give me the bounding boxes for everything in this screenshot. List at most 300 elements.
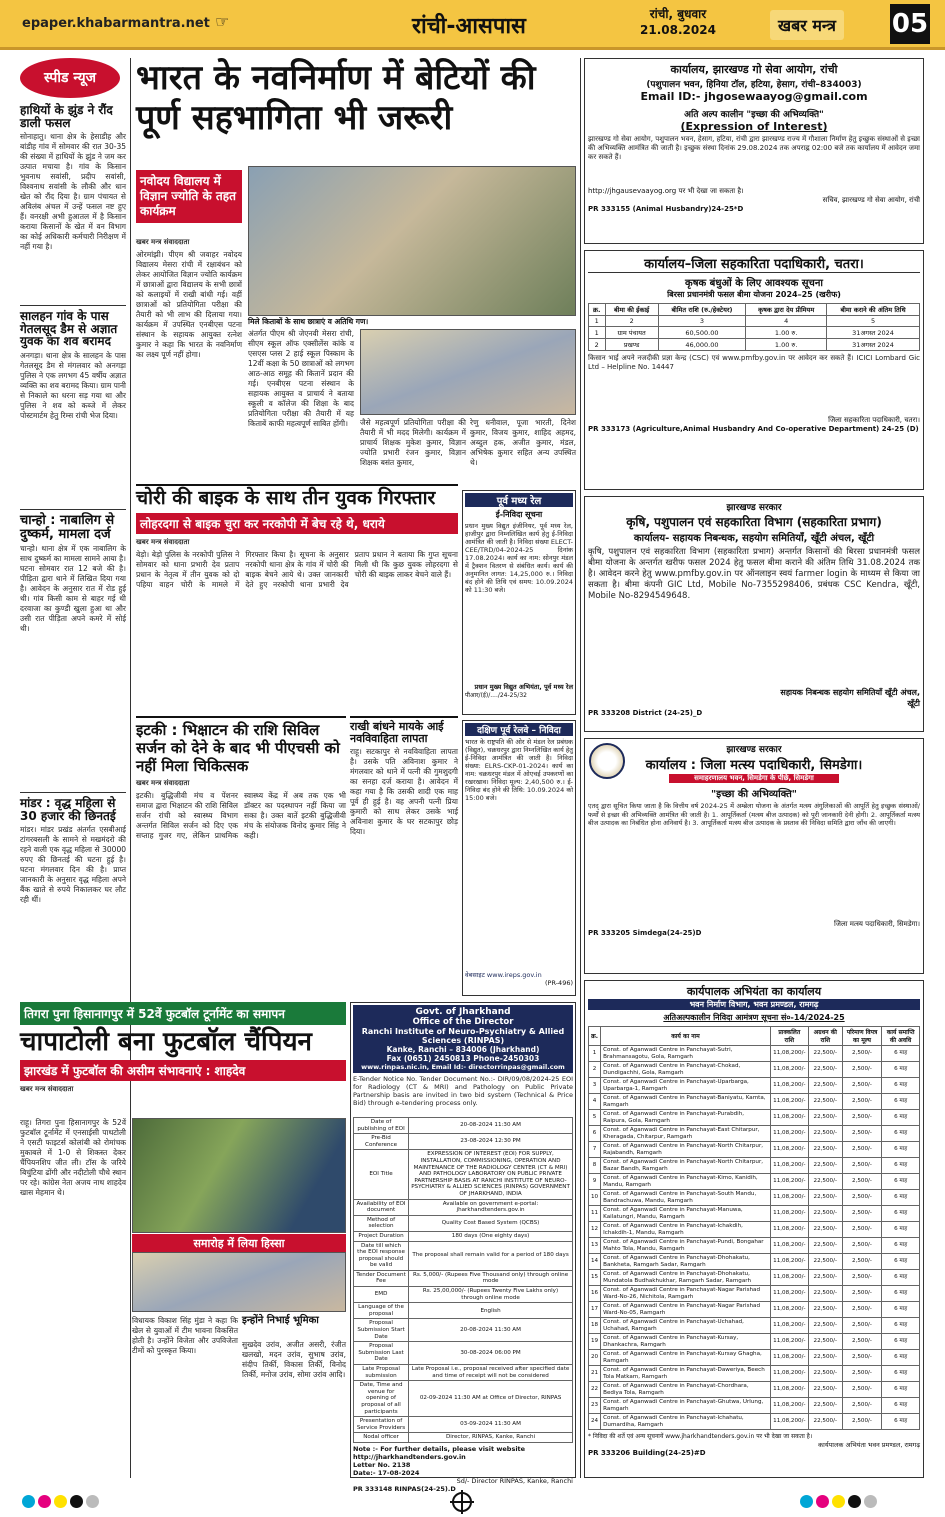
- ramgarh-cell: 6 माह: [882, 1382, 920, 1398]
- ramgarh-header-cell: परिमाण विपत्र का मूल्य: [842, 1027, 882, 1046]
- ramgarh-cell: 2,500/-: [842, 1174, 882, 1190]
- ramgarh-cell: 6 माह: [882, 1318, 920, 1334]
- ramgarh-cell: 22,500/-: [808, 1382, 842, 1398]
- bike-subhead: लोहरदगा से बाइक चुरा कर नरकोपी में बेच रहे थे, धराये: [136, 513, 458, 534]
- ramgarh-cell: 22,500/-: [808, 1126, 842, 1142]
- ramgarh-cell: 17: [589, 1302, 601, 1318]
- rinpas-cell: Late Proposal i.e., proposal received after specified date and time of receipt will not be considered: [409, 1365, 573, 1381]
- table-row: [589, 1366, 920, 1382]
- masthead-bar: [0, 0, 945, 50]
- ecr-railway-ad: [462, 490, 576, 715]
- khunti-govt: झारखण्ड सरकार: [726, 503, 782, 513]
- ramgarh-cell: 23: [589, 1398, 601, 1414]
- ramgarh-cell: 22,500/-: [808, 1238, 842, 1254]
- rinpas-cell: 03-09-2024 11:30 AM: [409, 1417, 573, 1433]
- registration-mark-icon: [452, 1492, 472, 1512]
- khunti-dept: कृषि, पशुपालन एवं सहकारिता विभाग (सहकारिता प्रभाग): [626, 515, 882, 529]
- rinpas-cell: Late Proposal submission: [354, 1365, 409, 1381]
- ramgarh-cell: 6 माह: [882, 1302, 920, 1318]
- rinpas-cell: Proposal Submission Start Date: [354, 1319, 409, 1342]
- ramgarh-sub: भवन निर्माण विभाग, भवन प्रमण्डल, रामगढ़: [588, 999, 920, 1010]
- ramgarh-cell: Const. of Aganwadi Centre in Panchayat-Dhohakatu, Bankheta, Ramgarh Sadar, Ramgarh: [601, 1254, 771, 1270]
- ramgarh-cell: 16: [589, 1286, 601, 1302]
- rinpas-header: [353, 1005, 573, 1073]
- lead-headline: भारत के नवनिर्माण में बेटियों की पूर्ण सहभागिता भी जरूरी: [136, 58, 536, 138]
- rinpas-ad: [350, 1002, 576, 1493]
- ramgarh-cell: 6 माह: [882, 1046, 920, 1062]
- chatra-sign: जिला सहकारिता पदाधिकारी, चतरा।: [828, 416, 920, 424]
- ramgarh-cell: 6 माह: [882, 1094, 920, 1110]
- ramgarh-cell: 22,500/-: [808, 1334, 842, 1350]
- site-url[interactable]: epaper.khabarmantra.net: [22, 16, 210, 31]
- chatra-header-cell: कृषक द्वारा देय प्रीमियम: [746, 304, 827, 316]
- simdega-office: कार्यालय : जिला मत्स्य पदाधिकारी, सिमडेगा।: [645, 758, 863, 773]
- ramgarh-cell: 2,500/-: [842, 1366, 882, 1382]
- ramgarh-cell: 6 माह: [882, 1222, 920, 1238]
- speed-item-title: मांडर : वृद्ध महिला से 30 हजार की छिनतई: [20, 796, 116, 823]
- table-row: [354, 1215, 573, 1231]
- rinpas-cell: 30-08-2024 06:00 PM: [409, 1342, 573, 1365]
- yellow-dot: [832, 1495, 845, 1508]
- ramgarh-cell: 22,500/-: [808, 1062, 842, 1078]
- table-row: [354, 1118, 573, 1134]
- chatra-table: [588, 303, 920, 351]
- ramgarh-cell: 2,500/-: [842, 1398, 882, 1414]
- black-dot: [848, 1495, 861, 1508]
- chatra-header-cell: क्र.: [589, 304, 606, 316]
- ramgarh-header-cell: कार्य का नाम: [601, 1027, 771, 1046]
- speed-item-3: [20, 509, 126, 784]
- ramgarh-cell: 2: [589, 1062, 601, 1078]
- ramgarh-cell: Const. of Aganwadi Centre in Panchayat-Purabdih, Raipura, Gola, Ramgarh: [601, 1110, 771, 1126]
- ramgarh-cell: 11,08,200/-: [770, 1206, 808, 1222]
- ramgarh-cell: Const. of Aganwadi Centre in Panchayat-Ichahatu, Dumardiha, Ramgarh: [601, 1414, 771, 1430]
- chatra-cell: 1.00 रु.: [746, 327, 827, 339]
- chatra-pr: PR 333173 (Agriculture,Animal Husbandry And Co-operative Department) 24-25 (D): [588, 425, 919, 433]
- ramgarh-header-cell: क्र.: [589, 1027, 601, 1046]
- rinpas-cell: Rs. 5,000/- (Rupees Five Thousand only) through online mode: [409, 1270, 573, 1286]
- simdega-sign: जिला मत्स्य पदाधिकारी, सिमडेगा।: [833, 920, 920, 928]
- football-story: [20, 1002, 346, 1478]
- ramgarh-pr: PR 333206 Building(24-25)#D: [588, 1449, 706, 1457]
- table-row: [354, 1417, 573, 1433]
- table-row: [354, 1319, 573, 1342]
- ramgarh-cell: 11,08,200/-: [770, 1334, 808, 1350]
- rinpas-date: Date:- 17-08-2024: [353, 1468, 420, 1477]
- ramgarh-cell: 11,08,200/-: [770, 1046, 808, 1062]
- ramgarh-cell: Const. of Aganwadi Centre in Panchayat-Sutri, Brahmansagotu, Gola, Ramgarh: [601, 1046, 771, 1062]
- table-row: [589, 316, 920, 327]
- bike-body: बेड़ो। बेड़ो पुलिस के नरकोपी पुलिस ने सोमवार को थाना प्रभारी देव प्रताप प्रधान के नेतृत्व में तीन युवक को दो पहिया वाहन चोरी के मामले में गिरफ्तार किया है। सूचना के अनुसार नरकोपी थाना क्षेत्र के गांव में चोरी की बाइक बेचने आये थे। उक्त जानकारी देते हुए नरकोपी थाना प्रभारी देव प्रताप प्रधान ने बताया कि गुप्त सूचना मिली थी कि कुछ युवक लोहरदगा से चोरी की बाइक लाकर बेचने वाले हैं।: [136, 549, 458, 589]
- ramgarh-cell: 6 माह: [882, 1286, 920, 1302]
- cyan-dot: [22, 1495, 35, 1508]
- ramgarh-table: [588, 1026, 920, 1430]
- rinpas-cell: Available on government e-portal: jharkhandtenders.gov.in: [409, 1199, 573, 1215]
- football-headline: चापाटोली बना फुटबॉल चैंपियन: [20, 1027, 312, 1057]
- ramgarh-cell: 11,08,200/-: [770, 1110, 808, 1126]
- ramgarh-cell: 11,08,200/-: [770, 1382, 808, 1398]
- lead-byline: खबर मन्त्र संवाददाता: [136, 238, 190, 246]
- ramgarh-cell: 22,500/-: [808, 1398, 842, 1414]
- page-number: 05: [890, 4, 930, 44]
- football-photo: [132, 1118, 346, 1233]
- ramgarh-cell: 2,500/-: [842, 1334, 882, 1350]
- ramgarh-cell: 11,08,200/-: [770, 1350, 808, 1366]
- itki-byline: खबर मन्त्र संवाददाता: [136, 779, 190, 787]
- rinpas-cell: Quality Cost Based System (QCBS): [409, 1215, 573, 1231]
- rinpas-cell: Date of publishing of EOI: [354, 1118, 409, 1134]
- khunti-ad: [584, 496, 924, 732]
- ramgarh-cell: 22,500/-: [808, 1270, 842, 1286]
- football-body-2: विधायक विकाश सिंह मुंडा ने कहा कि खेल से युवाओं में टीम भावना विकसित होती है। उन्होंने विजेता और उपविजेता टीमों को पुरस्कृत किया।: [132, 1316, 238, 1355]
- gray-dot: [864, 1495, 877, 1508]
- speed-item-body: अनगड़ा। थाना क्षेत्र के सालहन के पास गेतलसूद डैम से मंगलवार को अनगड़ा पुलिस ने एक लगभग 45 वर्षीय अज्ञात व्यक्ति का शव बरामद किया। ग्राम पानी से निकाले का धरना सड़ गया था और पुलिस ने शव को कब्जे में लेकर पोस्टमार्टम हेतु रिम्स रांची भेज दिया।: [20, 350, 126, 420]
- ramgarh-cell: 6 माह: [882, 1350, 920, 1366]
- ecr-sub: ई-निविदा सूचना: [495, 510, 543, 519]
- ramgarh-cell: Const. of Aganwadi Centre in Panchayat-Nagar Parishad Ward-No-05, Ramgarh: [601, 1302, 771, 1318]
- chatra-cell: 1: [589, 316, 606, 327]
- chatra-cell: 4: [746, 316, 827, 327]
- ramgarh-header-cell: कार्य समाप्ति की अवधि: [882, 1027, 920, 1046]
- football-photo-2: [132, 1252, 346, 1312]
- chatra-cell: 31अगस्त 2024: [827, 339, 920, 351]
- ramgarh-ad: [584, 980, 924, 1478]
- ramgarh-cell: 11,08,200/-: [770, 1302, 808, 1318]
- ramgarh-cell: 2,500/-: [842, 1190, 882, 1206]
- ramgarh-cell: 22,500/-: [808, 1302, 842, 1318]
- ramgarh-cell: 6 माह: [882, 1398, 920, 1414]
- chatra-cell: प्रखण्ड: [605, 339, 658, 351]
- ecr-title: पूर्व मध्य रेल: [465, 493, 573, 507]
- ramgarh-cell: 22,500/-: [808, 1190, 842, 1206]
- table-row: [354, 1231, 573, 1241]
- table-row: [354, 1270, 573, 1286]
- rinpas-cell: The proposal shall remain valid for a period of 180 days: [409, 1241, 573, 1270]
- ramgarh-cell: 2,500/-: [842, 1126, 882, 1142]
- lead-photo-caption: मिले किताबों के साथ छात्राएं व अतिथि गण।: [248, 317, 369, 326]
- ramgarh-cell: 11,08,200/-: [770, 1222, 808, 1238]
- ramgarh-cell: 2,500/-: [842, 1318, 882, 1334]
- ramgarh-cell: 22,500/-: [808, 1206, 842, 1222]
- speed-item-1: [20, 104, 126, 297]
- rinpas-notice: E-Tender Notice No. Tender Document No.:- DIR/09/08/2024-25 EOI for Radiology (CT & MRI) and Pathology on Public Private Partnership basis are invited in two bid system (Technical & Price Bid) through e-tendering process only.: [353, 1075, 573, 1107]
- chatra-cell: 1.00 रु.: [746, 339, 827, 351]
- table-row: [354, 1241, 573, 1270]
- ramgarh-sign: कार्यपालक अभियंता भवन प्रमण्डल, रामगढ़: [818, 1441, 920, 1449]
- ramgarh-cell: 13: [589, 1238, 601, 1254]
- ramgarh-cell: 7: [589, 1142, 601, 1158]
- football-subhead: झारखंड में फुटबॉल की असीम संभावनाएं : शाहदेव: [20, 1060, 346, 1081]
- table-row: [589, 1398, 920, 1414]
- chatra-note: किसान भाई अपने नजदीकी प्रज्ञा केन्द्र (CSC) एवं www.pmfby.gov.in पर आवेदन कर सकते हैं। ICICI Lombard Gic Ltd – Helpline No. 14447: [588, 354, 920, 371]
- ramgarh-cell: Const. of Aganwadi Centre in Panchayat-Chokad, Dundigachhi, Gola, Ramgarh: [601, 1062, 771, 1078]
- dateline: [640, 6, 716, 38]
- ramgarh-cell: 22,500/-: [808, 1046, 842, 1062]
- ramgarh-cell: 6 माह: [882, 1254, 920, 1270]
- ramgarh-header-cell: अग्रधन की राशि: [808, 1027, 842, 1046]
- color-registration-right: [800, 1493, 940, 1511]
- khunti-sign: सहायक निबन्धक सहयोग समितियाँ खूँटी अंचल, खूँटी: [780, 688, 920, 708]
- ramgarh-cell: 6: [589, 1126, 601, 1142]
- chatra-cell: 2: [589, 339, 606, 351]
- ramgarh-cell: Const. of Aganwadi Centre in Panchayat-Kimo, Kanidih, Mandu, Ramgarh: [601, 1174, 771, 1190]
- gray-dot: [86, 1495, 99, 1508]
- ramgarh-cell: 2,500/-: [842, 1302, 882, 1318]
- lead-photo: [248, 166, 576, 316]
- ramgarh-cell: 19: [589, 1334, 601, 1350]
- ramgarh-cell: Const. of Aganwadi Centre in Panchayat-Pundi, Bongahar Mahto Tola, Mandu, Ramgarh: [601, 1238, 771, 1254]
- ser-pr: (PR-496): [545, 979, 573, 987]
- bike-headline: चोरी की बाइक के साथ तीन युवक गिरफ्तार: [136, 487, 436, 509]
- ramgarh-cell: 2,500/-: [842, 1350, 882, 1366]
- cow-address: (पशुपालन भवन, हिनिया टॉल, हटिया, हेसाग, रांची–834003): [646, 80, 862, 90]
- table-row: [589, 1382, 920, 1398]
- ramgarh-cell: 8: [589, 1158, 601, 1174]
- chatra-cell: 46,000.00: [658, 339, 745, 351]
- ramgarh-cell: 22: [589, 1382, 601, 1398]
- ramgarh-cell: Const. of Aganwadi Centre in Panchayat-North Chitarpur, Rajabandh, Ramgarh: [601, 1142, 771, 1158]
- ramgarh-cell: 2,500/-: [842, 1062, 882, 1078]
- table-row: [589, 327, 920, 339]
- rakhi-story: [350, 716, 458, 996]
- table-row: [354, 1433, 573, 1443]
- football-role-title: इन्होंने निभाई भूमिका: [242, 1315, 319, 1326]
- lead-body-4: रेणु धनीवाल, पूजा भारती, दिनेश कुमार, विजय कुमार, शाहिद अहमद, अब्दुल हक, अजीत कुमार, मंडल, अभिषेक कुमार सहित अन्य उपस्थित थे।: [470, 418, 576, 467]
- ecr-pr: पीआर/(ई)/..../24-25/32: [465, 692, 527, 699]
- lead-body-3: जैसे महत्वपूर्ण प्रतियोगिता परीक्षा की तैयारी में भी मदद मिलेगी। कार्यक्रम में प्राचार्य शिक्षक मुकेश कुमार, विज्ञान ज्योति प्रभारी रंजन कुमार, विज्ञान शिक्षक बसंत कुमार,: [360, 418, 466, 467]
- ramgarh-cell: 6 माह: [882, 1334, 920, 1350]
- ramgarh-cell: 20: [589, 1350, 601, 1366]
- cyan-dot: [800, 1495, 813, 1508]
- table-row: [589, 1334, 920, 1350]
- chatra-cell: ग्राम पंचायत: [605, 327, 658, 339]
- rinpas-pr: PR 333148 RINPAS(24-25).D: [353, 1484, 456, 1493]
- rinpas-cell: 180 days (One eighty days): [409, 1231, 573, 1241]
- ramgarh-cell: 2,500/-: [842, 1270, 882, 1286]
- rinpas-phone: Fax (0651) 2450813 Phone-2450303: [386, 1054, 540, 1063]
- rinpas-cell: Date, Time and venue for opening of proposal of all participants: [354, 1381, 409, 1417]
- ramgarh-cell: 11,08,200/-: [770, 1126, 808, 1142]
- rinpas-institute: Ranchi Institute of Neuro-Psychiatry & Allied Sciences (RINPAS): [361, 1027, 565, 1045]
- ramgarh-cell: 6 माह: [882, 1110, 920, 1126]
- table-row: [354, 1381, 573, 1417]
- ramgarh-title: कार्यपालक अभियंता का कार्यालय: [686, 985, 822, 998]
- speed-item-body: सोनाहातु। थाना क्षेत्र के हेसाडीह और बांडीह गांव में सोमवार की रात 30-35 की संख्या में हाथियों के झुंड ने जम कर उत्पात मचाया है। गांव के किसान भुवनाथ सवांसी, प्रदीप सवांसी, विश्वनाथ सवांसी के लौकी और धान खेत को रौंद दिया है। ग्राम पंचायत से अविलंब अंचल में उन्हें फसल नष्ट हुए हैं। वनरक्षी अभी हुआतल में है किसान कराया किसानों के खेत में वन विभाग का कोई अधिकारी कर्मचारी निरीक्षण में नहीं गया है।: [20, 132, 126, 252]
- ramgarh-cell: 11,08,200/-: [770, 1318, 808, 1334]
- ramgarh-cell: Const. of Aganwadi Centre in Panchayat-Nagar Parishad Ward-No-26, Nichitola, Ramgarh: [601, 1286, 771, 1302]
- ramgarh-cell: 5: [589, 1110, 601, 1126]
- rinpas-cell: Date till which the EOI response proposal should be valid: [354, 1241, 409, 1270]
- table-row: [589, 1414, 920, 1430]
- ramgarh-cell: 22,500/-: [808, 1318, 842, 1334]
- table-row: [354, 1134, 573, 1150]
- rinpas-cell: EXPRESSION OF INTEREST (EOI) FOR SUPPLY, INSTALLATION, COMMISSIONING, OPERATION AND MAINTENANCE OF THE RADIOLOGY CENTER (CT & MRI) AND PATHOLOGY LABORATORY ON PUBLIC PRIVATE PARTNERSHIP BASIS AT RANCHI INSTITUTE OF NEURO-PSYCHIATRY & ALLIED SCIENCES (RINPAS) GOVERNMENT OF JHARKHAND, INDIA: [409, 1150, 573, 1199]
- simdega-sub: समाहरणालय भवन, सिमडेगा के पीछे, सिमडेगा: [669, 774, 839, 783]
- rinpas-cell: Project Duration: [354, 1231, 409, 1241]
- rakhi-body: राहू। सटकापुर से नवविवाहिता लापता है। उसके पति अविनाश कुमार ने मंगलवार को थाने में पत्नी की गुमशुदगी का सनहा दर्ज कराया है। आवेदन में कहा गया है कि उसकी शादी एक माह पूर्व ही हुई है। वह अपनी पत्नी प्रिया कुमारी को साथ लेकर उसके भाई अविनाश कुमार के घर सटकापुर छोड़ दिया।: [350, 747, 458, 837]
- football-role-body: सुखदेव उरांव, अजीत असरी, रंजीत खलखो, मदन उरांव, सुभाष उरांव, संदीप तिर्की, विकास तिर्की, विनोद तिर्की, मनोज उरांव, सोमा उरांव आदि।: [242, 1340, 346, 1379]
- ramgarh-cell: 6 माह: [882, 1174, 920, 1190]
- ramgarh-cell: Const. of Aganwadi Centre in Panchayat-North Chitarpur, Bazar Bandh, Ramgarh: [601, 1158, 771, 1174]
- rinpas-cell: Nodal officer: [354, 1433, 409, 1443]
- ramgarh-cell: 2,500/-: [842, 1382, 882, 1398]
- football-body: राहू। तिगरा पुना हिसानागपुर के 52वें फुटबॉल टूर्नामेंट में एनसाईसी पाथटोली ने एसटी फाइटर्स कोलांबी को रोमांचक मुकाबले में 1-0 से शिकस्त देकर चैंपियनशिप जीत ली। टॉस के जरिये बिचुंटिया ढोंगी और नदीटोली चौथे स्थान पर रहे। कांग्रेस नेता अजय नाथ शाहदेव खास मेहमान थे।: [20, 1118, 126, 1197]
- ramgarh-cell: 6 माह: [882, 1238, 920, 1254]
- ramgarh-cell: 2,500/-: [842, 1046, 882, 1062]
- ramgarh-cell: Const. of Aganwadi Centre in Panchayat-Chordhara, Bediya Tola, Ramgarh: [601, 1382, 771, 1398]
- rakhi-headline: राखी बांधने मायके आई नवविवाहिता लापता: [350, 720, 444, 745]
- cow-subtitle: अति अल्प कालीन "इच्छा की अभिव्यक्ति": [684, 110, 824, 120]
- ramgarh-cell: 2,500/-: [842, 1158, 882, 1174]
- table-row: [589, 1174, 920, 1190]
- chatra-sub2: बिरसा प्रधानमंत्री फसल बीमा योजना 2024–25 (खरीफ): [667, 290, 841, 299]
- cow-org: कार्यालय, झारखण्ड गो सेवा आयोग, रांची: [670, 63, 838, 76]
- ser-title: दक्षिण पूर्व रेलवे – निविदा: [465, 723, 573, 736]
- table-row: [589, 1302, 920, 1318]
- ramgarh-cell: Const. of Aganwadi Centre in Panchayat-Kursay Ghagha, Ramgarh: [601, 1350, 771, 1366]
- ramgarh-cell: 6 माह: [882, 1206, 920, 1222]
- cow-email[interactable]: Email ID:- jhgosewaayog@gmail.com: [640, 90, 868, 103]
- rinpas-table: [353, 1117, 573, 1443]
- table-row: [589, 1094, 920, 1110]
- cow-eoi: (Expression of Interest): [680, 120, 828, 133]
- rinpas-cell: EOI Title: [354, 1150, 409, 1199]
- speed-item-title: हाथियों के झुंड ने रौंद डाली फसल: [20, 103, 113, 130]
- ramgarh-cell: 6 माह: [882, 1158, 920, 1174]
- ramgarh-cell: 22,500/-: [808, 1414, 842, 1430]
- cow-link[interactable]: http://jhgausevaayog.org पर भी देखा जा सकता है।: [588, 187, 744, 195]
- section-title: रांची-आसपास: [412, 14, 526, 39]
- chatra-header-cell: बीमित राशि (रु./हेक्टेयर): [658, 304, 745, 316]
- chatra-ad: [584, 250, 924, 490]
- bike-story: [136, 484, 458, 710]
- ramgarh-cell: 6 माह: [882, 1062, 920, 1078]
- issue-date: 21.08.2024: [640, 23, 716, 37]
- ramgarh-cell: Const. of Aganwadi Centre in Panchayat-South Mandu, Bandrachuwa, Mandu, Ramgarh: [601, 1190, 771, 1206]
- ramgarh-cell: Const. of Aganwadi Centre in Panchayat-Kursay, Dhankachra, Ramgarh: [601, 1334, 771, 1350]
- chatra-sub1: कृषक बंधुओं के लिए आवश्यक सूचना: [685, 278, 823, 289]
- simdega-emblem-icon: [589, 743, 625, 779]
- ramgarh-cell: 22,500/-: [808, 1174, 842, 1190]
- simdega-govt: झारखण्ड सरकार: [726, 745, 782, 755]
- ramgarh-cell: 2,500/-: [842, 1254, 882, 1270]
- rinpas-contact[interactable]: www.rinpas.nic.in, Email Id:- directorrinpas@gmail.com: [361, 1063, 565, 1071]
- chatra-header-cell: बीमा की ईकाई: [605, 304, 658, 316]
- ramgarh-cell: 22,500/-: [808, 1350, 842, 1366]
- rinpas-cell: 20-08-2024 11:30 AM: [409, 1118, 573, 1134]
- cow-commission-ad: [584, 58, 924, 244]
- lead-body-2: अंतर्गत पीएम श्री जेएनवी मेसरा रांची, सीएम स्कूल ऑफ एक्सीलेंस कांके व एसएस प्लस 2 हाई स्कूल पिस्काम के 12वीं कक्षा के 50 छात्राओं को लगभग आठ-आठ समूह की कितानें प्रदान की गई। एनबीएस पटना संस्थान के सहायक आयुक्त व प्राचार्य ने बताया स्कूली व कॉलेज की शिक्षा के बाद प्रतियोगिता परीक्षा की तैयारी में यह किताबें काफी महत्वपूर्ण साबित होंगी।: [248, 329, 354, 428]
- khunti-pr: PR 333208 District (24-25)_D: [588, 709, 703, 717]
- football-kicker: तिगरा पुना हिसानागपुर में 52वें फुटबॉल टूर्नामेंट का समापन: [20, 1002, 346, 1025]
- ramgarh-cell: Const. of Aganwadi Centre in Panchayat-East Chitarpur, Kheragada, Chitarpur, Ramgarh: [601, 1126, 771, 1142]
- ramgarh-cell: 18: [589, 1318, 601, 1334]
- ramgarh-cell: 6 माह: [882, 1190, 920, 1206]
- table-row: [589, 1318, 920, 1334]
- ramgarh-cell: Const. of Aganwadi Centre in Panchayat-Ichakdih, Ichakdih-1, Mandu, Ramgarh: [601, 1222, 771, 1238]
- ramgarh-cell: 21: [589, 1366, 601, 1382]
- rinpas-sign: Sd/- Director RINPAS, Kanke, Ranchi: [456, 1476, 573, 1485]
- chatra-header-cell: बीमा कराने की अंतिम तिथि: [827, 304, 920, 316]
- simdega-title: "इच्छा की अभिव्यक्ति": [711, 789, 797, 800]
- speed-news-badge: स्पीड न्यूज: [20, 58, 120, 98]
- ramgarh-cell: 11,08,200/-: [770, 1286, 808, 1302]
- rinpas-cell: Tender Document Fee: [354, 1270, 409, 1286]
- lead-photo-2: [360, 329, 576, 415]
- rinpas-note: Note :- For further details, please visit website http://jharkhandtenders.gov.in: [353, 1444, 526, 1461]
- yellow-dot: [54, 1495, 67, 1508]
- khunti-office: कार्यालय- सहायक निबन्धक, सहयोग समितियाँ, खूँटी अंचल, खूँटी: [633, 533, 875, 544]
- rinpas-cell: Method of selection: [354, 1215, 409, 1231]
- ramgarh-cell: 22,500/-: [808, 1094, 842, 1110]
- ramgarh-header-cell: प्राक्कलित राशि: [770, 1027, 808, 1046]
- table-row: [354, 1287, 573, 1303]
- ramgarh-cell: 22,500/-: [808, 1110, 842, 1126]
- rinpas-address: Kanke, Ranchi – 834006 (Jharkhand): [386, 1045, 540, 1054]
- column-divider: [580, 58, 581, 1478]
- ramgarh-cell: 22,500/-: [808, 1366, 842, 1382]
- ser-body: भारत के राष्ट्रपति की ओर से मंडल रेल प्रबंधक (विद्युत), चक्रधरपुर द्वारा निम्नलिखित कार्य हेतु ई-निविदा आमंत्रित की जाती है। निविदा संख्या: ELRS-CKP-01-2024। कार्य का नाम: चक्रधरपुर मंडल में ओएचई उपकरणों का रखरखाव। निविदा मूल्य: 2,40,500 रु.। ई-निविदा बंद होने की तिथि: 10.09.2024 को 15:00 बजे।: [465, 738, 574, 802]
- ramgarh-cell: 22,500/-: [808, 1222, 842, 1238]
- ramgarh-cell: 2,500/-: [842, 1206, 882, 1222]
- ramgarh-cell: 11: [589, 1206, 601, 1222]
- brand-logo: खबर मन्त्र: [770, 10, 844, 40]
- ramgarh-cell: 6 माह: [882, 1126, 920, 1142]
- table-row: [589, 339, 920, 351]
- black-dot: [70, 1495, 83, 1508]
- ramgarh-cell: 6 माह: [882, 1270, 920, 1286]
- table-row: [354, 1365, 573, 1381]
- table-row: [354, 1342, 573, 1365]
- table-row: [589, 1254, 920, 1270]
- speed-item-body: मांडर। मांडर प्रखंड अंतर्गत एसबीआई टांगरबसली के सामने से मखमंदरो की रहने वाली एक वृद्ध महिला से 30000 रुपए की छिनतई की घटना हुई है। घटना मंगलवार दिन की है। प्राप्त जानकारी के अनुसार वृद्ध महिला अपने बैंक खाते से रुपये निकालकर घर लौट रही थीं।: [20, 825, 126, 905]
- rinpas-cell: Presentation of Service Providers: [354, 1417, 409, 1433]
- rinpas-cell: EMD: [354, 1287, 409, 1303]
- cow-body: झारखण्ड गो सेवा आयोग, पशुपालन भवन, हेसाग, हटिया, रांची द्वारा झारखण्ड राज्य में गौशाला निर्माण हेतु इच्छुक संस्थाओं से इच्छा की अभिव्यक्ति आमंत्रित की जाती है। इच्छुक संस्था दिनांक 29.08.2024 तक अपराह्न 02:00 बजे तक कार्यालय में आवेदन जमा कर सकते हैं।: [588, 135, 920, 161]
- ramgarh-cell: Const. of Aganwadi Centre in Panchayat-Ghutwa, Urlung, Ramgarh: [601, 1398, 771, 1414]
- khunti-body: कृषि, पशुपालन एवं सहकारिता विभाग (सहकारिता प्रभाग) अन्तर्गत किसानों की बिरसा प्रधानमंत्री फसल बीमा योजना के अन्तर्गत खरीफ फसल 2024 हेतु फसल बीमा कराने की अंतिम तिथि 31.08.2024 तक है। आवेदन करने हेतु www.pmfby.gov.in पर ऑनलाइन स्वयं farmer login के माध्यम से किया जा सकता है। बीमा कंपनी GIC Ltd, Mobile No-7355298406, प्रबंधक CSC Kendra, खूँटी, Mobile No-8294549648.: [588, 547, 920, 601]
- table-row: [589, 1126, 920, 1142]
- city-day: रांची, बुधवार: [649, 7, 707, 21]
- ramgarh-cell: 22,500/-: [808, 1286, 842, 1302]
- simdega-ad: [584, 738, 924, 974]
- ramgarh-cell: 11,08,200/-: [770, 1158, 808, 1174]
- simdega-pr: PR 333205 Simdega(24-25)D: [588, 929, 702, 937]
- ramgarh-cell: 2,500/-: [842, 1078, 882, 1094]
- ramgarh-cell: 11,08,200/-: [770, 1190, 808, 1206]
- ramgarh-cell: 14: [589, 1254, 601, 1270]
- ramgarh-cell: 1: [589, 1046, 601, 1062]
- table-row: [589, 1286, 920, 1302]
- table-row: [354, 1199, 573, 1215]
- chatra-cell: 1: [589, 327, 606, 339]
- table-row: [589, 1190, 920, 1206]
- rinpas-cell: Rs. 25,00,000/- (Rupees Twenty Five Lakhs only) through online mode: [409, 1287, 573, 1303]
- lead-body-1: ओरमांझी। पीएम श्री जवाहर नवोदय विद्यालय मेसरा रांची में रक्षाबंधन को लेकर आयोजित विज्ञान ज्योति कार्यक्रम में छात्राओं द्वारा विद्यालय के सभी छात्रों को कलाइयों में राखी बांधी गई। वहीं छात्राओं को प्रतियोगिता परीक्षा की तैयारी को भी लाभ की दिलाया गया। कार्यक्रम में उपस्थित एनबीएस पटना संस्थान के सहायक आयुक्त रत्नेश कुमार ने कहा कि भारत के नवनिर्माण का लक्ष्य पूर्ण नहीं होगा।: [136, 250, 242, 359]
- chatra-title: कार्यालय–जिला सहकारिता पदाधिकारी, चतरा।: [588, 254, 920, 273]
- rinpas-cell: English: [409, 1303, 573, 1319]
- rinpas-cell: Proposal Submission Last Date: [354, 1342, 409, 1365]
- rinpas-cell: 23-08-2024 12:30 PM: [409, 1134, 573, 1150]
- ramgarh-cell: 9: [589, 1174, 601, 1190]
- speed-item-title: चान्हो : नाबालिग से दुष्कर्म, मामला दर्ज: [20, 512, 115, 542]
- table-row: [589, 1222, 920, 1238]
- rinpas-govt: Govt. of Jharkhand: [415, 1007, 511, 1017]
- rinpas-office: Office of the Director: [412, 1017, 514, 1027]
- rinpas-cell: Director, RINPAS, Kanke, Ranchi: [409, 1433, 573, 1443]
- ser-link[interactable]: वेबसाइट www.ireps.gov.in: [465, 971, 542, 979]
- ramgarh-cell: 4: [589, 1094, 601, 1110]
